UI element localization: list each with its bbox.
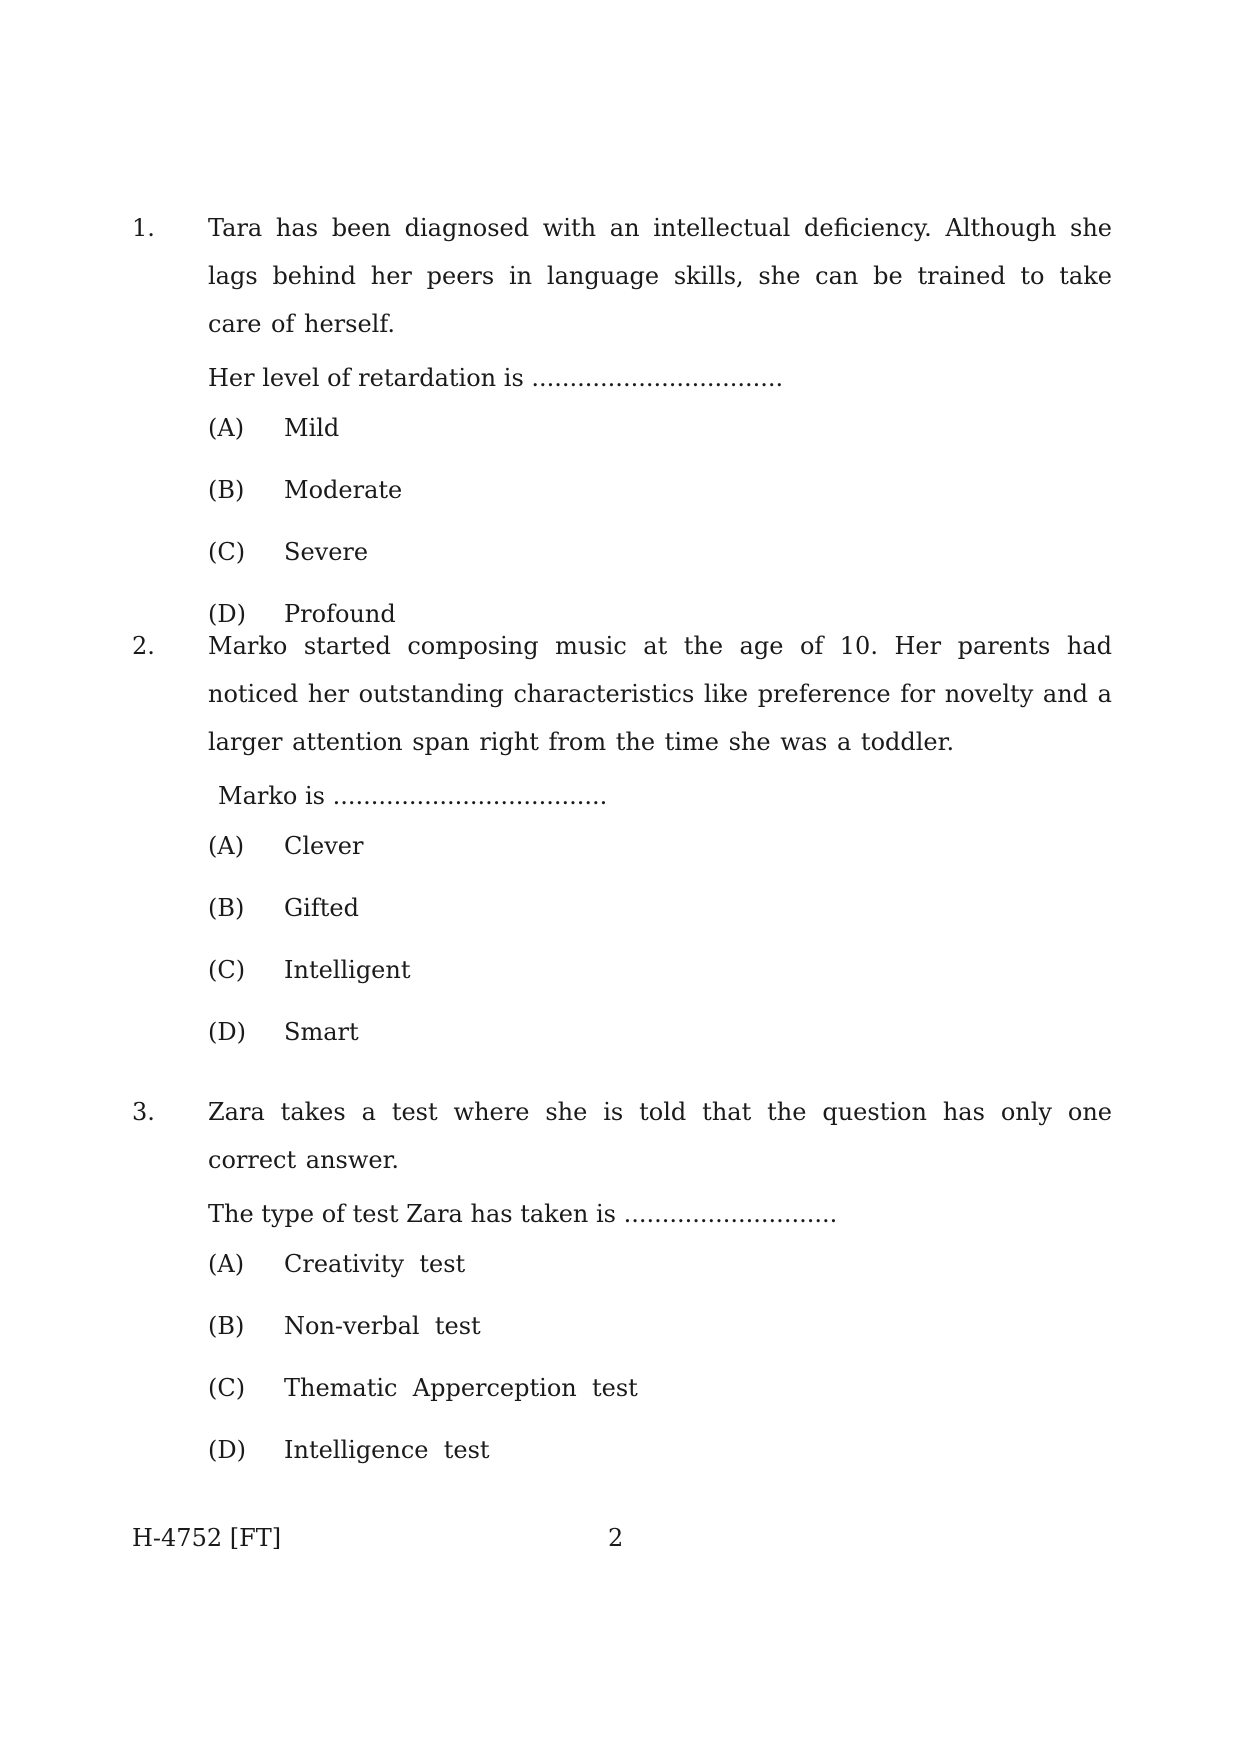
option-letter: (D) (208, 1018, 246, 1046)
option-text: Clever (284, 832, 364, 860)
option-c[interactable] (208, 1370, 1112, 1432)
option-text: Smart (284, 1018, 359, 1046)
question-text: Tara has been diagnosed with an intellectual deficiency. Although she lags behind her peers in language skills, she can be trained to take care of herself. (208, 214, 1112, 338)
question-text: Zara takes a test where she is told that the question has only one correct answer. (208, 1098, 1112, 1174)
option-text: Mild (284, 414, 340, 442)
exam-code: H-4752 [FT] (132, 1524, 282, 1552)
option-text: Intelligent (284, 956, 411, 984)
option-letter: (B) (208, 894, 245, 922)
option-d[interactable] (208, 1432, 1112, 1494)
option-b[interactable] (208, 472, 1112, 534)
question-2 (132, 622, 1112, 1076)
question-body (208, 622, 1112, 1076)
option-text: Thematic Apperception test (284, 1374, 638, 1402)
question-number: 1. (132, 214, 155, 242)
option-text: Non-verbal test (284, 1312, 481, 1340)
question-body (208, 1088, 1112, 1494)
question-1 (132, 204, 1112, 658)
option-letter: (D) (208, 1436, 246, 1464)
option-text: Profound (284, 600, 396, 628)
page-footer (132, 1520, 1112, 1556)
option-letter: (B) (208, 476, 245, 504)
option-text: Gifted (284, 894, 359, 922)
option-letter: (A) (208, 832, 245, 860)
question-number: 2. (132, 632, 155, 660)
option-letter: (C) (208, 956, 246, 984)
question-number: 3. (132, 1098, 155, 1126)
option-letter: (D) (208, 600, 246, 628)
option-b[interactable] (208, 890, 1112, 952)
question-prompt: Marko is .................................... (218, 782, 608, 810)
option-letter: (C) (208, 538, 246, 566)
option-text: Intelligence test (284, 1436, 490, 1464)
option-a[interactable] (208, 1246, 1112, 1308)
option-d[interactable] (208, 1014, 1112, 1076)
option-text: Creativity test (284, 1250, 466, 1278)
option-text: Severe (284, 538, 369, 566)
question-prompt: Her level of retardation is ................................. (208, 364, 784, 392)
option-c[interactable] (208, 952, 1112, 1014)
option-list (208, 1246, 1112, 1494)
page-number: 2 (608, 1524, 624, 1552)
option-letter: (A) (208, 414, 245, 442)
option-list (208, 410, 1112, 658)
option-a[interactable] (208, 828, 1112, 890)
option-c[interactable] (208, 534, 1112, 596)
question-prompt: The type of test Zara has taken is ............................ (208, 1200, 838, 1228)
option-b[interactable] (208, 1308, 1112, 1370)
option-list (208, 828, 1112, 1076)
question-text: Marko started composing music at the age of 10. Her parents had noticed her outstanding characteristics like preference for novelty and a larger attention span right from the time she was a toddler. (208, 632, 1112, 756)
option-letter: (A) (208, 1250, 245, 1278)
option-text: Moderate (284, 476, 403, 504)
option-letter: (C) (208, 1374, 246, 1402)
option-letter: (B) (208, 1312, 245, 1340)
question-body (208, 204, 1112, 658)
question-3 (132, 1088, 1112, 1494)
option-a[interactable] (208, 410, 1112, 472)
